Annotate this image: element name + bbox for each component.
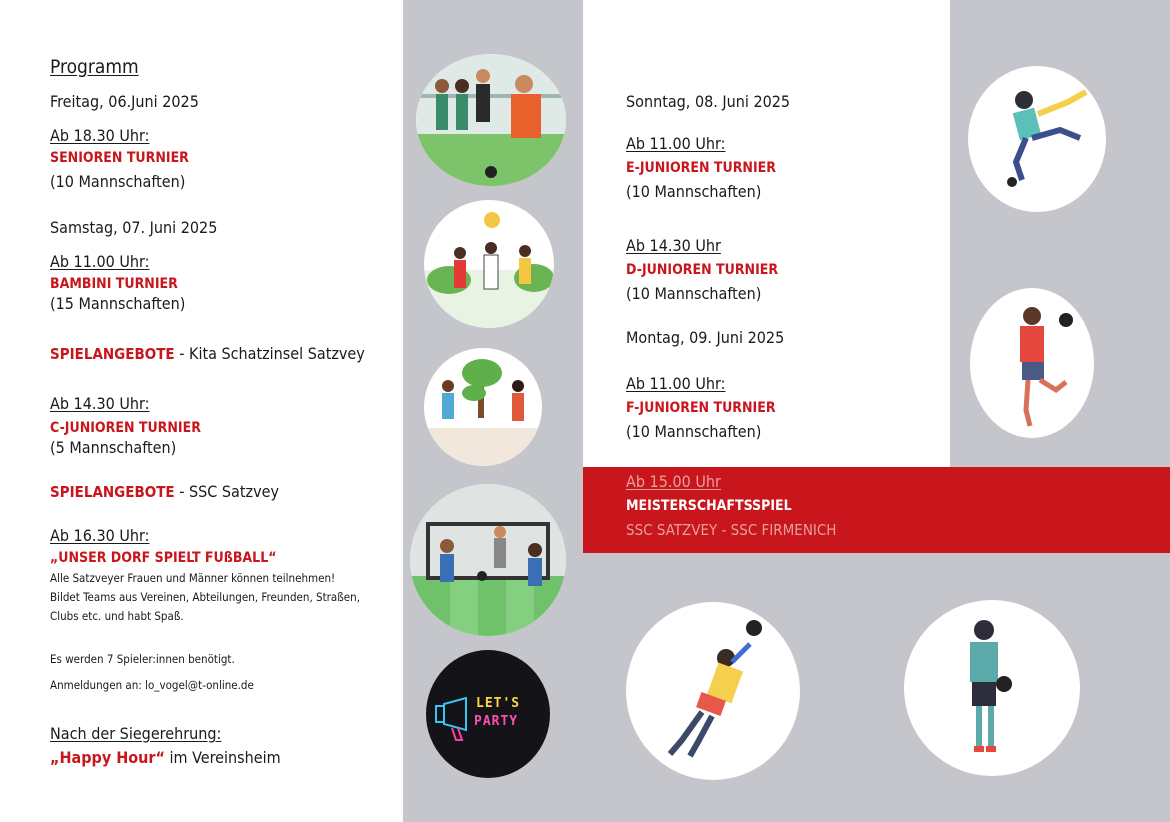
play-offer-2-label: SPIELANGEBOTE: [50, 483, 175, 501]
saturday-time-2: Ab 14.30 Uhr:: [50, 394, 150, 413]
saturday-event-1: BAMBINI TURNIER: [50, 276, 178, 292]
monday-date: Montag, 09. Juni 2025: [626, 328, 785, 347]
monday-time-1: Ab 11.00 Uhr:: [626, 374, 726, 393]
sunday-teams-1: (10 Mannschaften): [626, 182, 762, 201]
match-title: MEISTERSCHAFTSSPIEL: [626, 498, 792, 514]
play-offer-2: [50, 482, 279, 502]
sunday-time-1: Ab 11.00 Uhr:: [626, 134, 726, 153]
friday-event: SENIOREN TURNIER: [50, 150, 189, 166]
description-line-1: Alle Satzveyer Frauen und Männer können teilnehmen!: [50, 571, 336, 585]
saturday-time-1: Ab 11.00 Uhr:: [50, 252, 150, 271]
lets-party-neon: [426, 650, 550, 778]
sunday-date: Sonntag, 08. Juni 2025: [626, 92, 791, 111]
saturday-time-3: Ab 16.30 Uhr:: [50, 526, 150, 545]
play-offer-2-rest: - SSC Satzvey: [174, 482, 279, 501]
match-teams: SSC SATZVEY - SSC FIRMENICH: [626, 521, 837, 539]
description-line-4: Es werden 7 Spieler:innen benötigt.: [50, 652, 235, 666]
happy-hour-rest: im Vereinsheim: [164, 748, 281, 767]
happy-hour-label: „Happy Hour“: [50, 748, 165, 767]
saturday-teams-1: (15 Mannschaften): [50, 294, 186, 313]
soccer-goal-illustration: [410, 484, 566, 636]
description-line-3: Clubs etc. und habt Spaß.: [50, 609, 184, 623]
saturday-teams-2: (5 Mannschaften): [50, 438, 177, 457]
friday-date: Freitag, 06.Juni 2025: [50, 92, 199, 111]
play-offer-1-label: SPIELANGEBOTE: [50, 345, 175, 363]
girl-soccer-player-illustration: [904, 600, 1080, 776]
saturday-event-2: C-JUNIOREN TURNIER: [50, 420, 201, 436]
play-offer-1: [50, 344, 365, 364]
sunday-teams-2: (10 Mannschaften): [626, 284, 762, 303]
friday-time: Ab 18.30 Uhr:: [50, 126, 150, 145]
saturday-event-3: „UNSER DORF SPIELT FUßBALL“: [50, 550, 277, 566]
monday-teams-1: (10 Mannschaften): [626, 422, 762, 441]
goalkeeper-dive-illustration: [626, 602, 800, 780]
monday-event-1: F-JUNIOREN TURNIER: [626, 400, 776, 416]
party-text-line-1: LET'S: [476, 696, 521, 711]
sunday-event-1: E-JUNIOREN TURNIER: [626, 160, 776, 176]
registration-line: Anmeldungen an: lo_vogel@t-online.de: [50, 678, 254, 692]
program-heading: Programm: [50, 56, 139, 78]
kids-hopscotch-illustration: [424, 348, 542, 466]
sunday-time-2: Ab 14.30 Uhr: [626, 236, 721, 255]
after-ceremony-label: Nach der Siegerehrung:: [50, 724, 222, 743]
happy-hour-line: [50, 748, 281, 768]
sunday-event-2: D-JUNIOREN TURNIER: [626, 262, 779, 278]
party-text-line-2: PARTY: [474, 714, 519, 729]
play-offer-1-rest: - Kita Schatzinsel Satzvey: [174, 344, 365, 363]
kids-playing-ball-illustration: [424, 200, 554, 328]
saturday-date: Samstag, 07. Juni 2025: [50, 218, 218, 237]
match-time: Ab 15.00 Uhr: [626, 472, 721, 491]
friday-teams: (10 Mannschaften): [50, 172, 186, 191]
soccer-team-illustration: [416, 54, 566, 186]
soccer-player-juggle-illustration: [970, 288, 1094, 438]
description-line-2: Bildet Teams aus Vereinen, Abteilungen, Freunden, Straßen,: [50, 590, 360, 604]
soccer-player-kick-illustration: [968, 66, 1106, 212]
